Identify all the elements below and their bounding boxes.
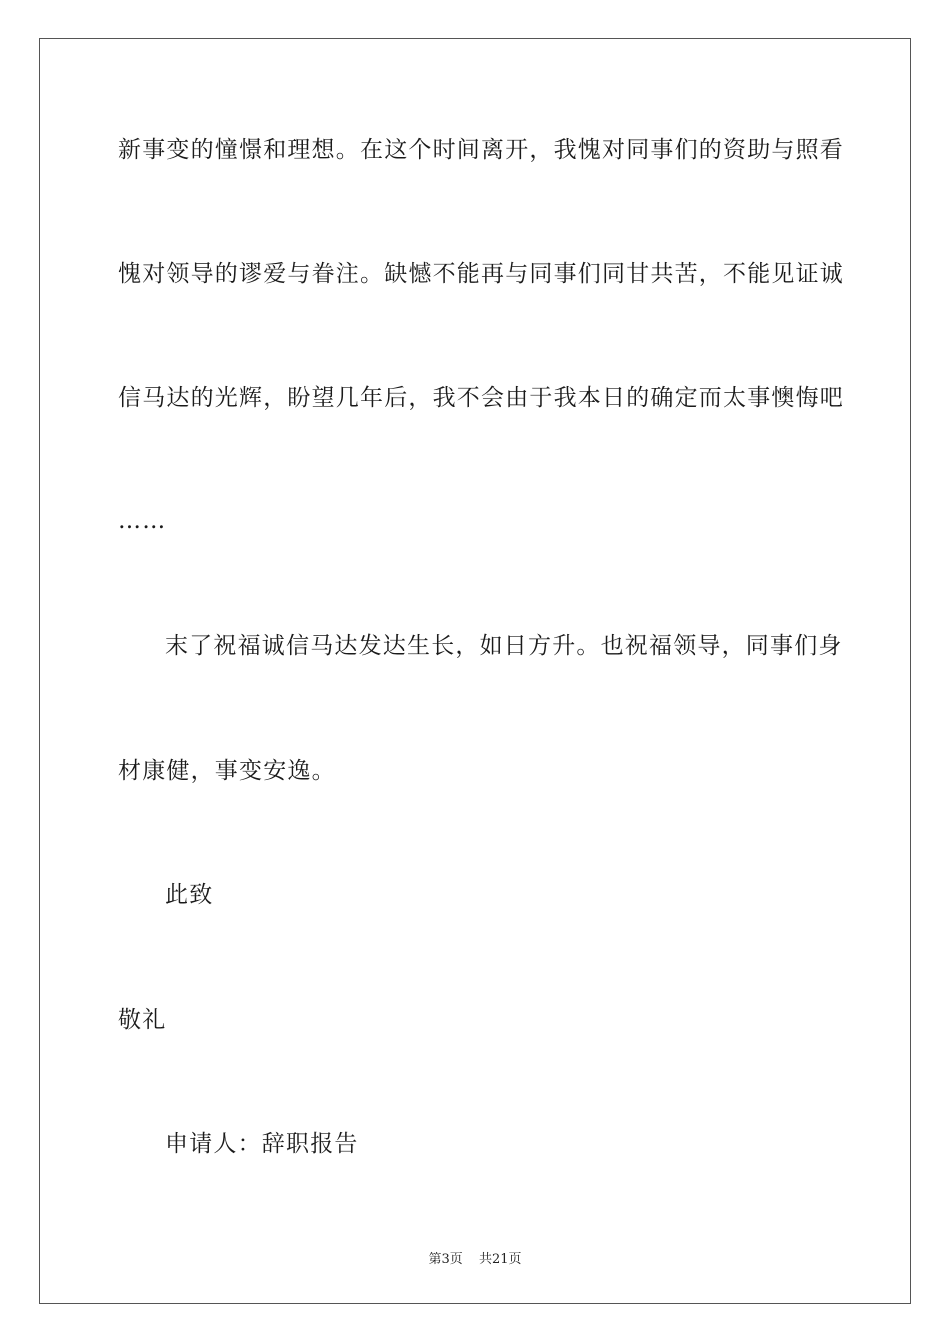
page-border xyxy=(39,38,911,1304)
closing-text: 此致 xyxy=(165,882,214,908)
signature-text: 申请人：辞职报告 xyxy=(165,1131,359,1157)
body-text-line: 信马达的光辉，盼望几年后，我不会由于我本日的确定而太事懊悔吧 xyxy=(118,385,844,411)
body-text-line: 材康健，事变安逸。 xyxy=(118,758,336,784)
body-text-line: 末了祝福诚信马达发达生长，如日方升。也祝福领导，同事们身 xyxy=(165,633,843,659)
body-text-line: 新事变的憧憬和理想。在这个时间离开，我愧对同事们的资助与照看 xyxy=(118,137,844,163)
body-text-line: …… xyxy=(118,508,167,534)
salutation-text: 敬礼 xyxy=(118,1007,167,1033)
body-text-line: 愧对领导的谬爱与眷注。缺憾不能再与同事们同甘共苦，不能见证诚 xyxy=(118,261,844,287)
page-total: 共21页 xyxy=(478,1252,522,1267)
page-footer xyxy=(0,1248,950,1267)
page-number: 第3页 xyxy=(428,1252,463,1267)
